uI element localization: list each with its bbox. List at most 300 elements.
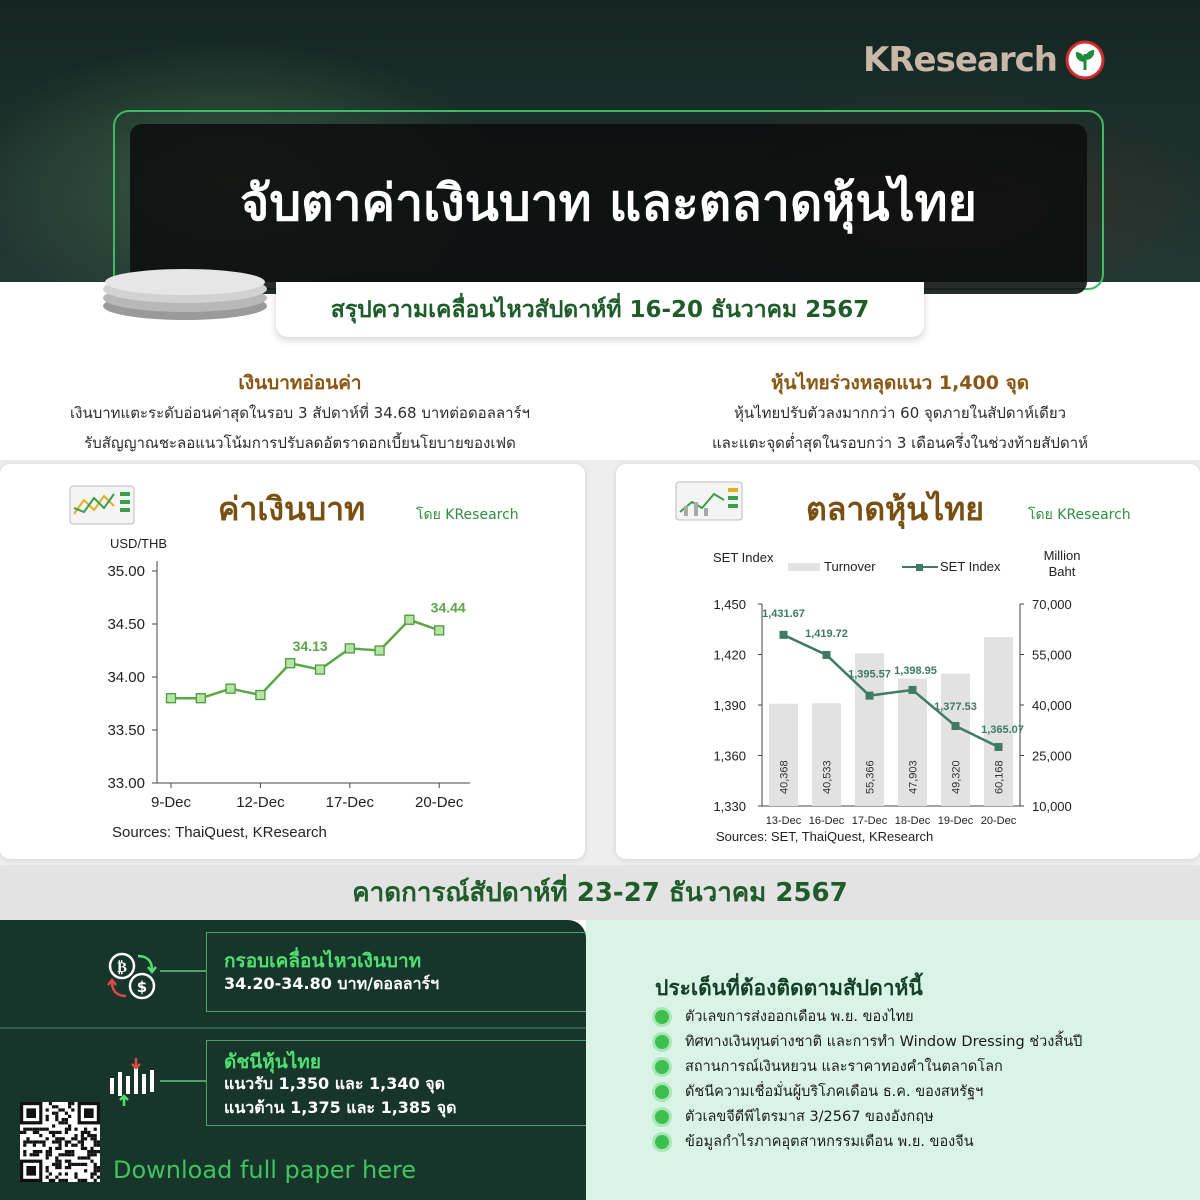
qr-module [46,1153,49,1156]
qr-module [94,1169,97,1172]
watch-list-item [655,1054,1082,1079]
qr-module [58,1144,61,1147]
qr-module [58,1147,61,1150]
right-tick-label: 55,000 [1032,647,1072,663]
qr-module [90,1150,93,1153]
baht-data-label: 34.44 [430,599,466,616]
qr-module [36,1150,39,1153]
qr-module [58,1163,61,1166]
qr-module [36,1131,39,1134]
stock-summary-line1: หุ้นไทยปรับตัวลงมากกว่า 60 จุดภายในสัปดาห์เดียว [733,404,1067,422]
qr-module [84,1179,87,1182]
qr-module [78,1140,81,1143]
logo-text: KResearch [863,40,1057,80]
baht-data-point [196,694,205,703]
qr-module [97,1150,100,1153]
y-tick-label: 33.50 [107,722,145,739]
qr-module [46,1156,49,1159]
qr-module [55,1118,58,1121]
watch-item-text: ข้อมูลกำไรภาคอุตสาหกรรมเดือน พ.ย. ของจีน [685,1134,974,1150]
qr-module [42,1128,45,1131]
bullet-icon [655,1110,669,1124]
stock-combo-chart [616,464,1200,859]
stock-candle-icon [106,1058,160,1108]
qr-module [62,1137,65,1140]
legend-set: SET Index [940,559,1001,574]
baht-data-point [167,694,176,703]
qr-code[interactable] [20,1102,100,1182]
set-data-point [995,743,1003,751]
qr-module [65,1172,68,1175]
qr-module [49,1150,52,1153]
chart-source: Sources: SET, ThaiQuest, KResearch [716,829,934,844]
qr-module [39,1134,42,1137]
qr-module [58,1153,61,1156]
qr-module [84,1128,87,1131]
qr-module [36,1153,39,1156]
qr-module [65,1140,68,1143]
turnover-bar-label: 40,368 [778,760,791,794]
qr-module [97,1166,100,1169]
qr-module [94,1140,97,1143]
qr-module [52,1131,55,1134]
qr-module [55,1160,58,1163]
kbank-leaf-icon [1065,40,1105,80]
baht-summary-line2: รับสัญญาณชะลอแนวโน้มการปรับลดอัตราดอกเบี้ยนโยบายของเฟด [84,434,516,452]
qr-module [62,1118,65,1121]
qr-module [39,1128,42,1131]
svg-text:$: $ [136,978,148,996]
stock-forecast-heading: ดัชนีหุ้นไทย [224,1051,321,1073]
qr-module [30,1128,33,1131]
qr-module [46,1128,49,1131]
qr-module [68,1102,71,1105]
qr-module [55,1105,58,1108]
qr-module [84,1137,87,1140]
qr-module [68,1163,71,1166]
qr-module [46,1150,49,1153]
svg-text:₿: ₿ [116,958,128,976]
watch-list-item [655,1104,1082,1129]
x-tick-label: 17-Dec [851,815,888,827]
qr-module [46,1115,49,1118]
qr-module [68,1105,71,1108]
qr-module [90,1176,93,1179]
stock-forecast-levels [224,1072,457,1120]
qr-module [68,1115,71,1118]
qr-module [74,1137,77,1140]
set-data-point [866,692,874,700]
qr-module [65,1153,68,1156]
qr-module [94,1150,97,1153]
qr-module [26,1137,29,1140]
baht-data-point [405,615,414,624]
page-title: จับตาค่าเงินบาท และตลาดหุ้นไทย [240,174,977,232]
qr-module [55,1176,58,1179]
qr-module [78,1156,81,1159]
y-tick-label: 34.00 [107,669,145,686]
x-tick-label: 20-Dec [980,815,1017,827]
baht-data-point [375,646,384,655]
qr-module [58,1160,61,1163]
qr-module [68,1140,71,1143]
baht-summary-line1: เงินบาทแตะระดับอ่อนค่าสุดในรอบ 3 สัปดาห์ที่ 34.68 บาทต่อดอลลาร์ฯ [70,404,530,422]
summary-subtitle: สรุปความเคลื่อนไหวสัปดาห์ที่ 16-20 ธันวาคม 2567 [276,282,924,337]
qr-module [33,1128,36,1131]
qr-module [58,1140,61,1143]
watch-item-text: สถานการณ์เงินหยวน และราคาทองคำในตลาดโลก [685,1059,1003,1075]
qr-module [46,1108,49,1111]
stock-resistance-level: แนวต้าน 1,375 และ 1,385 จุด [224,1098,457,1117]
bullet-icon [655,1060,669,1074]
legend-set-marker [916,564,923,571]
qr-module [68,1153,71,1156]
baht-data-label: 34.13 [292,638,328,655]
qr-module [49,1172,52,1175]
bullet-icon [655,1035,669,1049]
watch-item-text: ทิศทางเงินทุนต่างชาติ และการทำ Window Dressing ช่วงสิ้นปี [685,1034,1083,1050]
qr-module [81,1131,84,1134]
baht-line-chart [0,464,585,859]
qr-module [46,1118,49,1121]
bullet-icon [655,1135,669,1149]
qr-module [23,1150,26,1153]
x-tick-label: 16-Dec [808,815,845,827]
baht-data-point [286,659,295,668]
qr-module [46,1166,49,1169]
qr-finder [84,1108,94,1118]
qr-module [71,1153,74,1156]
baht-summary-heading: เงินบาทอ่อนค่า [238,372,362,394]
qr-module [90,1134,93,1137]
qr-module [94,1166,97,1169]
qr-module [49,1131,52,1134]
qr-module [58,1121,61,1124]
set-data-point [952,722,960,730]
qr-module [52,1105,55,1108]
set-data-label: 1,377.53 [934,700,977,713]
qr-module [49,1102,52,1105]
baht-chart-title: ค่าเงินบาท [218,490,366,528]
left-tick-label: 1,450 [713,597,746,612]
qr-module [55,1131,58,1134]
left-tick-label: 1,420 [713,647,746,663]
qr-module [97,1140,100,1143]
left-axis-label: SET Index [713,550,774,565]
qr-module [55,1163,58,1166]
stock-summary-heading: หุ้นไทยร่วงหลุดแนว 1,400 จุด [770,372,1030,394]
bullet-icon [655,1010,669,1024]
forecast-title: คาดการณ์สัปดาห์ที่ 23-27 ธันวาคม 2567 [0,865,1200,920]
qr-module [74,1144,77,1147]
baht-data-point [435,626,444,635]
stock-summary-line2: และแตะจุดต่ำสุดในรอบกว่า 3 เดือนครึ่งในช่วงท้ายสัปดาห์ [711,434,1089,452]
baht-series-line [171,620,439,698]
qr-module [62,1153,65,1156]
left-tick-label: 1,330 [713,799,746,814]
set-data-label: 1,365.07 [981,723,1024,736]
baht-forecast-heading: กรอบเคลื่อนไหวเงินบาท [224,950,422,972]
set-data-label: 1,431.67 [762,607,805,620]
qr-module [81,1144,84,1147]
qr-module [55,1166,58,1169]
qr-module [23,1131,26,1134]
turnover-bar-label: 49,320 [950,760,963,794]
qr-module [30,1153,33,1156]
qr-module [65,1121,68,1124]
qr-module [36,1128,39,1131]
qr-module [55,1115,58,1118]
x-tick-label: 18-Dec [894,815,931,827]
qr-module [65,1128,68,1131]
forecast-divider [0,1027,586,1029]
watch-item-text: ตัวเลขการส่งออกเดือน พ.ย. ของไทย [685,1009,914,1025]
qr-module [23,1144,26,1147]
qr-module [65,1150,68,1153]
right-tick-label: 10,000 [1032,799,1072,814]
qr-module [84,1163,87,1166]
qr-module [58,1137,61,1140]
qr-module [52,1112,55,1115]
qr-module [65,1179,68,1182]
qr-module [94,1128,97,1131]
qr-module [42,1140,45,1143]
qr-module [33,1140,36,1143]
set-data-point [780,631,788,639]
right-tick-label: 70,000 [1032,597,1072,612]
qr-module [68,1150,71,1153]
qr-module [74,1172,77,1175]
qr-module [49,1147,52,1150]
qr-module [65,1131,68,1134]
qr-module [58,1179,61,1182]
qr-module [62,1108,65,1111]
download-link[interactable]: Download full paper here [113,1156,417,1184]
qr-module [87,1153,90,1156]
qr-module [74,1128,77,1131]
brand-logo[interactable] [863,38,1105,82]
qr-module [78,1179,81,1182]
qr-module [39,1150,42,1153]
qr-module [94,1172,97,1175]
stock-chart-byline: โดย KResearch [1028,507,1131,523]
currency-exchange-icon [104,948,160,1004]
stock-summary-text [600,398,1200,458]
qr-module [94,1144,97,1147]
qr-module [55,1112,58,1115]
legend-turnover-swatch [788,563,820,571]
qr-module [90,1153,93,1156]
qr-module [52,1163,55,1166]
qr-module [90,1147,93,1150]
bullet-icon [655,1085,669,1099]
qr-module [23,1140,26,1143]
qr-module [68,1128,71,1131]
qr-module [81,1163,84,1166]
qr-module [68,1160,71,1163]
set-data-label: 1,398.95 [894,664,937,677]
left-tick-label: 1,360 [713,748,746,764]
qr-module [65,1112,68,1115]
qr-module [81,1147,84,1150]
qr-module [33,1150,36,1153]
qr-finder [26,1166,36,1176]
qr-module [55,1137,58,1140]
qr-module [52,1124,55,1127]
stock-support-level: แนวรับ 1,350 และ 1,340 จุด [224,1074,445,1093]
qr-module [46,1176,49,1179]
watch-list-item [655,1004,1082,1029]
x-tick-label: 13-Dec [765,815,802,827]
qr-module [39,1140,42,1143]
baht-connector [160,970,206,972]
qr-module [36,1140,39,1143]
qr-module [58,1131,61,1134]
baht-summary-text [0,398,600,458]
baht-chart-byline: โดย KResearch [416,507,519,523]
watch-item-text: ดัชนีความเชื่อมั่นผู้บริโภคเดือน ธ.ค. ของสหรัฐฯ [685,1084,984,1100]
right-tick-label: 40,000 [1032,698,1072,713]
y-tick-label: 33.00 [107,775,145,792]
qr-module [84,1169,87,1172]
qr-module [58,1172,61,1175]
turnover-bar-label: 60,168 [993,760,1006,794]
qr-module [71,1150,74,1153]
stock-connector [160,1080,206,1082]
qr-module [81,1134,84,1137]
legend-turnover: Turnover [824,559,876,574]
baht-data-point [256,691,265,700]
qr-module [26,1128,29,1131]
baht-data-point [316,665,325,674]
set-data-point [823,651,831,659]
qr-module [94,1137,97,1140]
qr-module [90,1137,93,1140]
qr-module [94,1134,97,1137]
qr-module [71,1137,74,1140]
qr-module [58,1108,61,1111]
set-data-label: 1,419.72 [805,627,848,640]
qr-module [87,1131,90,1134]
stock-chart-title: ตลาดหุ้นไทย [806,490,985,528]
qr-module [58,1166,61,1169]
qr-module [65,1144,68,1147]
qr-module [23,1153,26,1156]
qr-module [81,1137,84,1140]
qr-module [68,1124,71,1127]
qr-module [97,1169,100,1172]
qr-module [62,1121,65,1124]
qr-module [49,1153,52,1156]
qr-module [74,1134,77,1137]
qr-module [71,1163,74,1166]
x-tick-label: 20-Dec [415,794,464,811]
qr-module [94,1179,97,1182]
qr-module [94,1153,97,1156]
qr-module [42,1144,45,1147]
qr-module [30,1140,33,1143]
qr-module [65,1118,68,1121]
watch-list [655,1004,1082,1154]
qr-module [97,1176,100,1179]
qr-module [94,1163,97,1166]
header-banner [0,0,1200,282]
qr-module [33,1144,36,1147]
qr-module [90,1160,93,1163]
qr-module [71,1108,74,1111]
stock-chart-card [616,464,1200,859]
qr-module [74,1163,77,1166]
qr-module [84,1147,87,1150]
qr-module [87,1134,90,1137]
right-tick-label: 25,000 [1032,748,1072,764]
qr-module [26,1140,29,1143]
chart-source: Sources: ThaiQuest, KResearch [112,824,327,841]
qr-module [81,1179,84,1182]
x-tick-label: 19-Dec [937,815,974,827]
qr-module [23,1128,26,1131]
x-tick-label: 12-Dec [236,794,285,811]
qr-module [52,1134,55,1137]
qr-module [46,1169,49,1172]
baht-chart-card [0,464,585,859]
left-tick-label: 1,390 [713,698,746,713]
set-data-point [909,686,917,694]
watch-item-text: ตัวเลขจีดีพีไตรมาส 3/2567 ของอังกฤษ [685,1109,934,1125]
qr-module [84,1131,87,1134]
qr-module [55,1140,58,1143]
qr-module [65,1160,68,1163]
set-data-label: 1,395.57 [848,668,891,681]
qr-module [74,1176,77,1179]
watch-list-item [655,1079,1082,1104]
coins-image [95,262,275,322]
qr-module [33,1153,36,1156]
qr-module [81,1156,84,1159]
turnover-bar-label: 40,533 [821,760,834,794]
right-axis-label-2: Baht [1048,564,1076,579]
right-axis-label-1: Million [1043,548,1081,563]
qr-module [71,1102,74,1105]
y-tick-label: 35.00 [107,563,145,580]
baht-data-point [345,644,354,653]
qr-module [87,1150,90,1153]
qr-module [71,1144,74,1147]
qr-module [20,1131,23,1134]
qr-module [49,1179,52,1182]
watch-list-item [655,1029,1082,1054]
qr-module [68,1166,71,1169]
qr-module [84,1156,87,1159]
qr-module [81,1140,84,1143]
qr-module [62,1179,65,1182]
qr-module [52,1140,55,1143]
qr-module [87,1156,90,1159]
watch-list-title: ประเด็นที่ต้องติดตามสัปดาห์นี้ [655,976,923,1000]
qr-module [97,1144,100,1147]
qr-module [65,1166,68,1169]
turnover-bar-label: 55,366 [864,760,877,794]
qr-finder [26,1108,36,1118]
x-tick-label: 17-Dec [325,794,374,811]
qr-module [90,1172,93,1175]
qr-module [78,1163,81,1166]
y-tick-label: 34.50 [107,616,145,633]
baht-data-point [226,684,235,693]
turnover-bar-label: 47,903 [907,760,920,794]
qr-module [46,1137,49,1140]
watch-list-item [655,1129,1082,1154]
